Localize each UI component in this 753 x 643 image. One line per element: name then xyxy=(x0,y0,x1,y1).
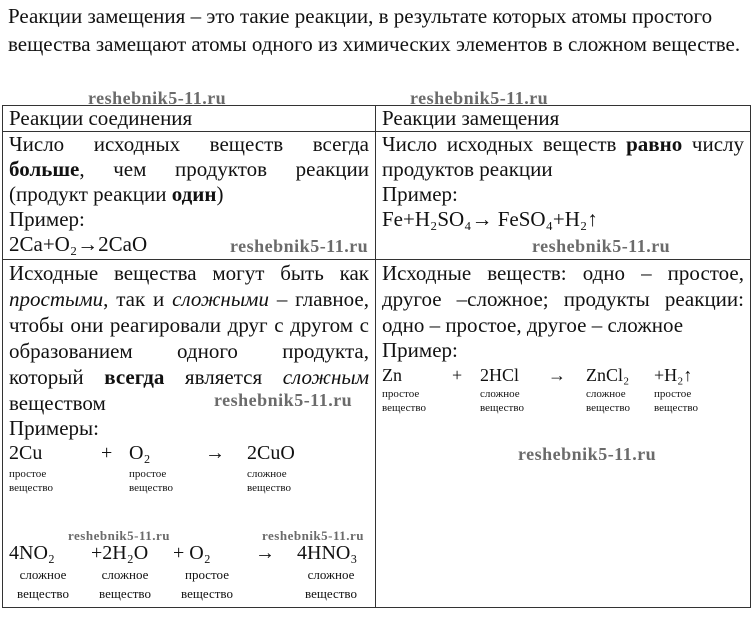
example-label: Пример: xyxy=(382,182,458,206)
watermark: reshebnik5-11.ru xyxy=(410,88,549,108)
watermark: reshebnik5-11.ru xyxy=(532,236,671,256)
cell-substitution-count: Число исходных веществ равно числу продуктов реакции Пример: Fe+H₂SO₄→ FeSO₄+H₂↑ xyxy=(376,132,751,260)
cell-compound-count: Число исходных веществ всегда больше, чем продуктов реакции (продукт реакции один) Пример: 2Ca+O₂→2CaO xyxy=(3,132,376,260)
watermark: reshebnik5-11.ru xyxy=(214,390,353,410)
watermark: reshebnik5-11.ru xyxy=(230,236,369,256)
watermark: reshebnik5-11.ru xyxy=(68,528,171,543)
examples-label: Примеры: xyxy=(9,416,99,440)
equation-zncl2: Zn + 2HCl → ZnCl₂ +H₂↑ простое вещество сложное вещество сложное вещество простое вещество xyxy=(382,365,698,414)
equation-feso4: Fe+H₂SO₄→ FeSO₄+H₂↑ xyxy=(382,207,598,231)
example-label: Пример: xyxy=(9,207,85,231)
watermark: reshebnik5-11.ru xyxy=(262,528,365,543)
header-compound-reactions: Реакции соединения xyxy=(3,106,376,132)
equation-cuo: 2Cu + O₂ → 2CuO простое вещество простое вещество сложное вещество xyxy=(9,442,295,494)
example-label: Пример: xyxy=(382,338,458,362)
equation-hno3: 4NO₂ +2H₂O + O₂ → 4HNO₃ сложное вещество сложное вещество простое вещество сложное вещество xyxy=(9,542,358,601)
watermark: reshebnik5-11.ru xyxy=(88,88,227,108)
header-substitution-reactions: Реакции замещения xyxy=(376,106,751,132)
watermark: reshebnik5-11.ru xyxy=(518,444,657,464)
equation-cao: 2Ca+O₂→2CaO xyxy=(9,232,148,256)
intro-paragraph: Реакции замещения – это такие реакции, в результате которых атомы простого вещества замещают атомы одного из химических элементов в сложном веществе. xyxy=(8,4,741,56)
cell-compound-substances: Исходные вещества могут быть как простыми, так и сложными – главное, чтобы они реагировали друг с другом с образованием одного продукта, который всегда является сложным веществом Примеры: 2Cu + O₂ → 2CuO простое вещество простое вещество сложное вещество 4NO₂ +2H₂O + O₂ → 4HNO₃ сложное вещество сложное вещество простое вещество сложное вещество xyxy=(3,260,376,608)
cell-substitution-substances: Исходные веществ: одно – простое, другое –сложное; продукты реакции: одно – простое, другое – сложное Пример: Zn + 2HCl → ZnCl₂ +H₂↑ простое вещество сложное вещество сложное вещество простое вещество xyxy=(376,260,751,608)
